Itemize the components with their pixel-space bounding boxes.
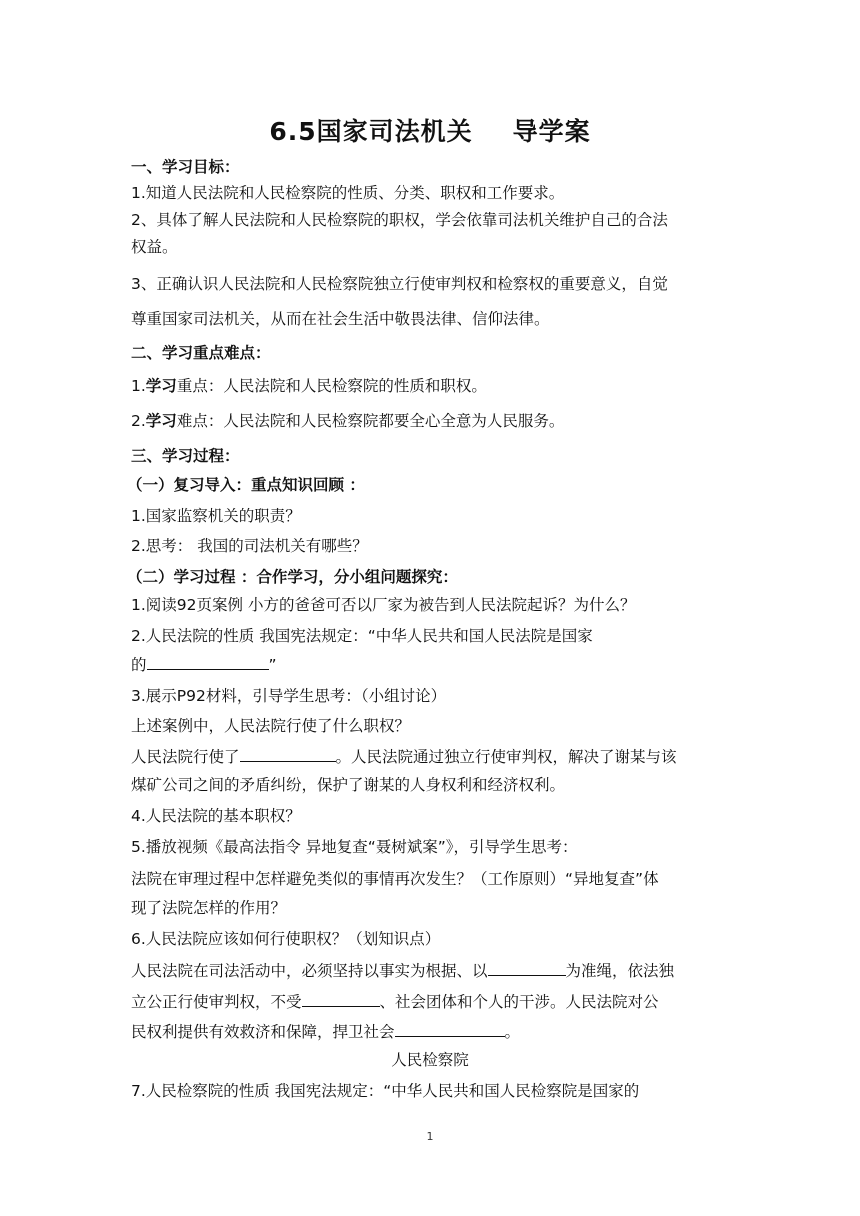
question-3-line4: 煤矿公司之间的矛盾纠纷，保护了谢某的人身权利和经济权利。 bbox=[131, 776, 566, 794]
answer-blank[interactable] bbox=[302, 990, 380, 1007]
question-2-line1: 2.人民法院的性质 我国宪法规定：“中华人民共和国人民法院是国家 bbox=[131, 627, 593, 645]
review-question-2: 2.思考： 我国的司法机关有哪些？ bbox=[131, 537, 368, 555]
page-number: 1 bbox=[426, 1130, 434, 1143]
question-7: 7.人民检察院的性质 我国宪法规定：“中华人民共和国人民检察院是国家的 bbox=[131, 1082, 640, 1100]
question-5-line2: 法院在审理过程中怎样避免类似的事情再次发生？（工作原则）“异地复查”体 bbox=[131, 870, 659, 888]
procuratorate-heading: 人民检察院 bbox=[391, 1051, 469, 1069]
question-3-line2: 上述案例中，人民法院行使了什么职权？ bbox=[131, 717, 411, 735]
objective-1: 1.知道人民法院和人民检察院的性质、分类、职权和工作要求。 bbox=[131, 184, 565, 202]
question-6-line2: 人民法院在司法活动中，必须坚持以事实为根据、以 为准绳，依法独 bbox=[131, 959, 731, 982]
question-5-line1: 5.播放视频《最高法指令 异地复查“聂树斌案”》，引导学生思考： bbox=[131, 838, 578, 856]
objective-2-line1: 2、具体了解人民法院和人民检察院的职权，学会依靠司法机关维护自己的合法 bbox=[131, 211, 668, 229]
question-3-line3: 人民法院行使了 。人民法院通过独立行使审判权，解决了谢某与该 bbox=[131, 745, 731, 768]
keypoint-1: 1.学习重点：人民法院和人民检察院的性质和职权。 bbox=[131, 377, 487, 395]
objective-3-line2: 尊重国家司法机关，从而在社会生活中敬畏法律、信仰法律。 bbox=[131, 310, 550, 328]
answer-blank[interactable] bbox=[395, 1020, 505, 1037]
objective-2-line2: 权益。 bbox=[131, 238, 178, 256]
question-6-line1: 6.人民法院应该如何行使职权？（划知识点） bbox=[131, 930, 441, 948]
question-3-line1: 3.展示P92材料，引导学生思考：（小组讨论） bbox=[131, 687, 447, 705]
title-suffix: 导学案 bbox=[512, 117, 591, 146]
keypoint-2: 2.学习难点：人民法院和人民检察院都要全心全意为人民服务。 bbox=[131, 412, 565, 430]
coop-heading: （二）学习过程 ：合作学习，分小组问题探究： bbox=[127, 568, 458, 586]
review-question-1: 1.国家监察机关的职责？ bbox=[131, 507, 301, 525]
question-6-line3: 立公正行使审判权，不受 、社会团体和个人的干涉。人民法院对公 bbox=[131, 990, 731, 1013]
review-heading: （一）复习导入：重点知识回顾 ： bbox=[127, 476, 365, 494]
question-2-line2: 的 ” bbox=[131, 653, 731, 676]
question-5-line3: 现了法院怎样的作用？ bbox=[131, 899, 287, 917]
answer-blank[interactable] bbox=[488, 959, 566, 976]
question-4: 4.人民法院的基本职权？ bbox=[131, 807, 301, 825]
answer-blank[interactable] bbox=[147, 653, 269, 670]
objective-3-line1: 3、正确认识人民法院和人民检察院独立行使审判权和检察权的重要意义，自觉 bbox=[131, 275, 668, 293]
keypoints-heading: 二、学习重点难点： bbox=[131, 344, 271, 362]
title-main: 6.5国家司法机关 bbox=[269, 117, 473, 146]
answer-blank[interactable] bbox=[240, 745, 336, 762]
process-heading: 三、学习过程： bbox=[131, 447, 240, 465]
question-1: 1.阅读92页案例 小方的爸爸可否以厂家为被告到人民法院起诉？为什么？ bbox=[131, 596, 636, 614]
question-6-line4: 民权利提供有效救济和保障，捍卫社会 。 bbox=[131, 1020, 731, 1043]
objectives-heading: 一、学习目标： bbox=[131, 158, 240, 176]
page-title bbox=[0, 112, 860, 148]
